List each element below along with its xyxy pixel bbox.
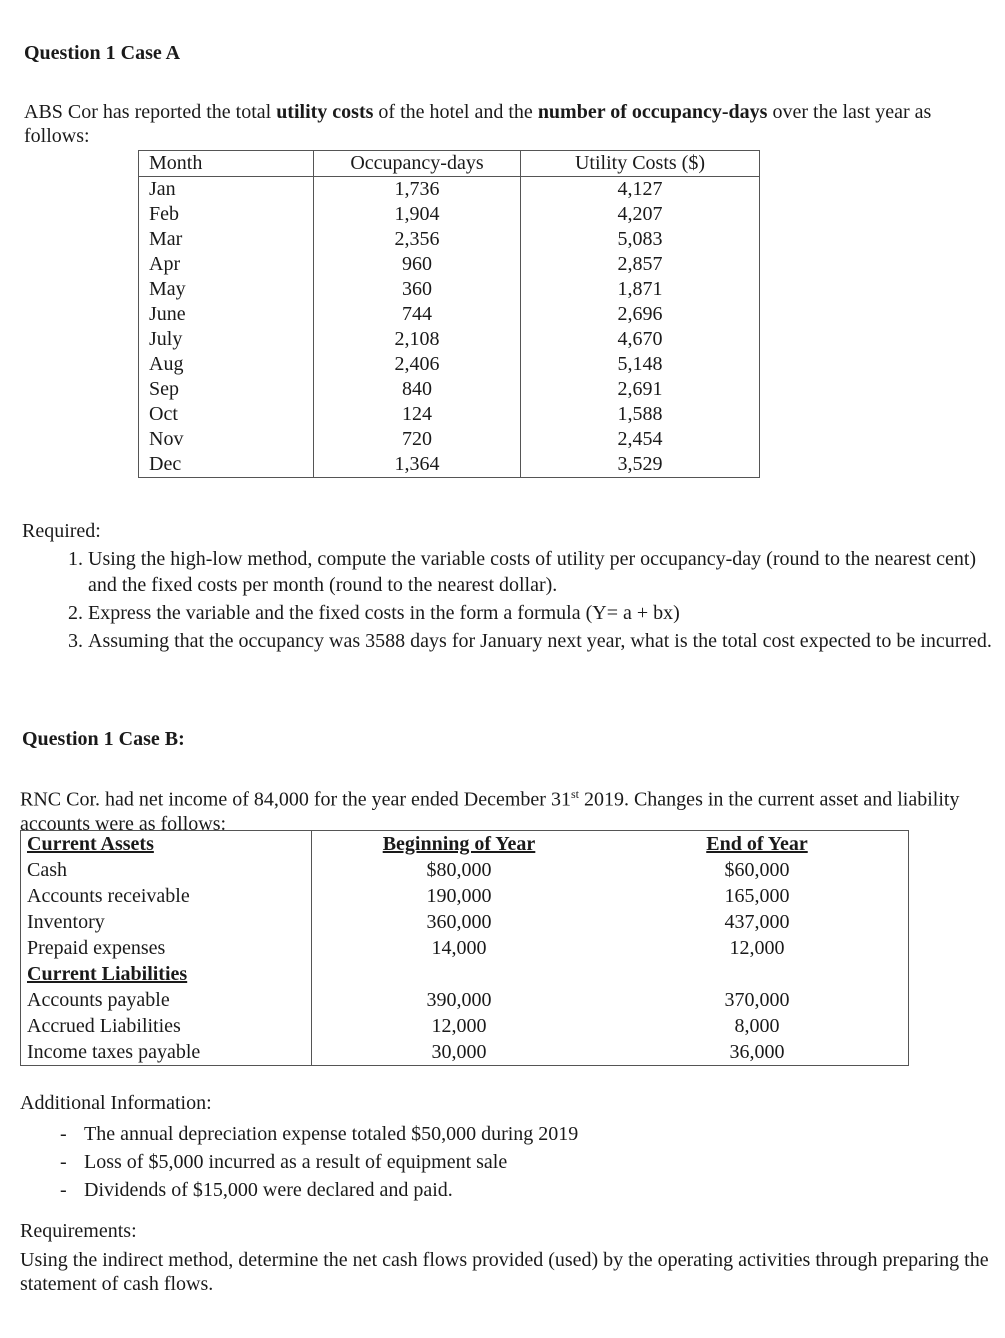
case-a-title: Question 1 Case A (24, 42, 181, 64)
table-row (139, 177, 760, 203)
beginning-value: 390,000 (426, 989, 492, 1011)
table-row (139, 427, 760, 452)
table-row (139, 252, 760, 277)
occupancy-cell: 124 (314, 402, 521, 427)
month-cell: Feb (139, 202, 314, 227)
account-label: Prepaid expenses (21, 935, 312, 961)
table-row (21, 831, 909, 858)
table-row (21, 1039, 909, 1066)
occupancy-cell: 360 (314, 277, 521, 302)
table-row (21, 961, 909, 987)
utility-cell: 2,857 (521, 252, 760, 277)
utility-cell: 2,454 (521, 427, 760, 452)
utility-cell: 1,588 (521, 402, 760, 427)
beginning-value: $80,000 (426, 859, 492, 881)
utility-costs-table (138, 150, 760, 478)
list-item: - The annual depreciation expense totaled $50,000 during 2019 (60, 1120, 578, 1148)
account-label: Inventory (21, 909, 312, 935)
additional-label: Additional Information: (20, 1092, 212, 1114)
utility-cell: 1,871 (521, 277, 760, 302)
account-label: Cash (21, 857, 312, 883)
occupancy-cell: 2,406 (314, 352, 521, 377)
end-value: 165,000 (606, 883, 909, 909)
list-item: - Dividends of $15,000 were declared and paid. (60, 1176, 578, 1204)
account-label: Income taxes payable (21, 1039, 312, 1066)
requirements-text: Using the indirect method, determine the net cash flows provided (used) by the operating activities through preparing the statement of cash flows. (20, 1249, 989, 1295)
utility-cell: 4,207 (521, 202, 760, 227)
header-end (606, 831, 909, 858)
required-label: Required: (22, 520, 101, 542)
requirements-label: Requirements: (20, 1220, 137, 1242)
month-cell: Jan (139, 177, 314, 203)
occupancy-cell: 744 (314, 302, 521, 327)
header-beginning (312, 831, 607, 858)
end-value: 370,000 (606, 987, 909, 1013)
end-value: 12,000 (606, 935, 909, 961)
case-b-title: Question 1 Case B: (22, 728, 185, 750)
table-row (139, 227, 760, 252)
occupancy-cell: 720 (314, 427, 521, 452)
header-occupancy: Occupancy-days (314, 151, 521, 177)
occupancy-cell: 1,904 (314, 202, 521, 227)
utility-cell: 4,127 (521, 177, 760, 203)
utility-cell: 5,148 (521, 352, 760, 377)
header-end-text: End of Year (706, 833, 808, 855)
end-value: $60,000 (606, 857, 909, 883)
month-cell: Mar (139, 227, 314, 252)
empty-cell (312, 961, 607, 987)
case-b-intro: RNC Cor. had net income of 84,000 for the year ended December 31st 2019. Changes in the current asset and liability accounts were as follows: (20, 787, 960, 835)
account-label: Accounts receivable (21, 883, 312, 909)
table-row (139, 277, 760, 302)
list-item: 2. Express the variable and the fixed costs in the form a formula (Y= a + bx) (88, 600, 1005, 626)
month-cell: Aug (139, 352, 314, 377)
header-current-liabilities (21, 961, 312, 987)
beginning-value: 30,000 (312, 1039, 607, 1066)
header-current-liabilities-text: Current Liabilities (27, 963, 188, 985)
table-row (139, 452, 760, 478)
month-cell: Dec (139, 452, 314, 478)
table-header-row (139, 151, 760, 177)
month-cell: Oct (139, 402, 314, 427)
month-cell: June (139, 302, 314, 327)
beginning-value: 360,000 (426, 911, 492, 933)
account-label: Accrued Liabilities (21, 1013, 312, 1039)
utility-cell: 5,083 (521, 227, 760, 252)
account-label: Accounts payable (21, 987, 312, 1013)
beginning-value: 190,000 (426, 885, 492, 907)
end-value: 437,000 (606, 909, 909, 935)
table-row (21, 1013, 909, 1039)
occupancy-cell: 1,736 (314, 177, 521, 203)
table-row (139, 402, 760, 427)
beginning-value: 12,000 (431, 1015, 487, 1037)
month-cell: Nov (139, 427, 314, 452)
table-row (139, 302, 760, 327)
occupancy-cell: 1,364 (314, 452, 521, 478)
occupancy-cell: 2,108 (314, 327, 521, 352)
table-row (21, 987, 909, 1013)
table-row (139, 327, 760, 352)
occupancy-cell: 2,356 (314, 227, 521, 252)
case-a-intro: ABS Cor has reported the total utility costs of the hotel and the number of occupancy-days over the last year as follows: (24, 101, 932, 147)
table-row (21, 909, 909, 935)
table-row (139, 377, 760, 402)
header-month: Month (139, 151, 314, 177)
header-utility: Utility Costs ($) (521, 151, 760, 177)
required-list (50, 546, 1005, 656)
utility-cell: 3,529 (521, 452, 760, 478)
balance-changes-table (20, 830, 909, 1066)
table-row (139, 352, 760, 377)
header-beginning-text: Beginning of Year (382, 833, 536, 855)
list-item: - Loss of $5,000 incurred as a result of equipment sale (60, 1148, 578, 1176)
end-value: 8,000 (606, 1013, 909, 1039)
occupancy-cell: 960 (314, 252, 521, 277)
table-row (139, 202, 760, 227)
empty-cell (606, 961, 909, 987)
utility-cell: 4,670 (521, 327, 760, 352)
end-value: 36,000 (606, 1039, 909, 1066)
table-row (21, 883, 909, 909)
list-item: 1. Using the high-low method, compute the variable costs of utility per occupancy-day (round to the nearest cent) and the fixed costs per month (round to the nearest dollar). (88, 546, 1005, 598)
occupancy-cell: 840 (314, 377, 521, 402)
month-cell: July (139, 327, 314, 352)
additional-list (60, 1120, 578, 1204)
header-current-assets (21, 831, 312, 858)
month-cell: Apr (139, 252, 314, 277)
table-row (21, 935, 909, 961)
month-cell: May (139, 277, 314, 302)
utility-cell: 2,691 (521, 377, 760, 402)
list-item: 3. Assuming that the occupancy was 3588 days for January next year, what is the total cost expected to be incurred. (88, 628, 1005, 654)
utility-cell: 2,696 (521, 302, 760, 327)
beginning-value: 14,000 (431, 937, 487, 959)
header-current-assets-text: Current Assets (27, 833, 154, 855)
month-cell: Sep (139, 377, 314, 402)
table-row (21, 857, 909, 883)
